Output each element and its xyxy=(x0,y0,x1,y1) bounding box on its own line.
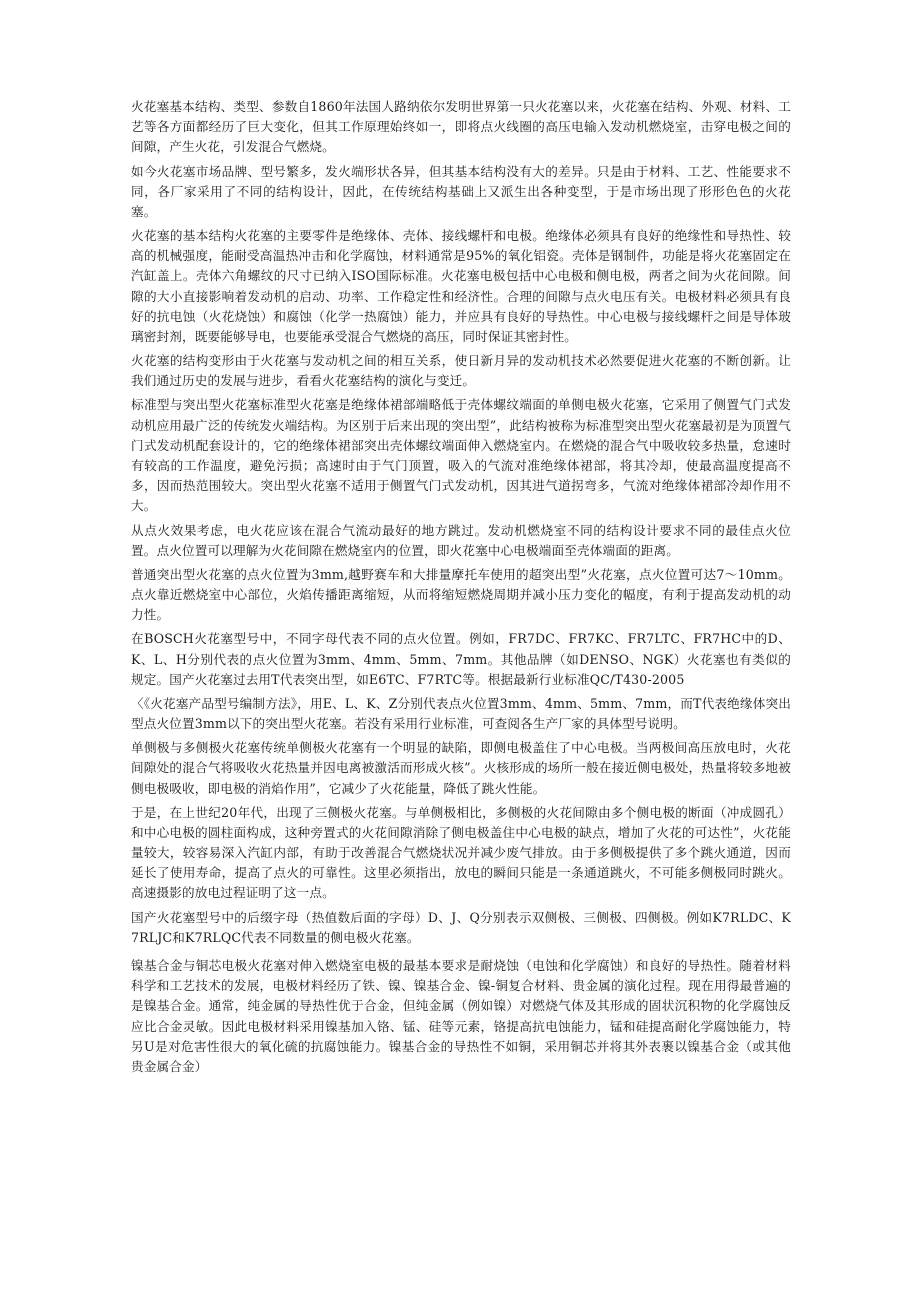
paragraph-suffix-letters: 国产火花塞型号中的后缀字母（热值数后面的字母）D、J、Q分别表示双侧极、三侧极、四侧极。例如K7RLDC、K7RLJC和K7RLQC代表不同数量的侧电极火花塞。 xyxy=(131,909,791,945)
document-body xyxy=(131,97,791,1081)
paragraph-single-multi-electrode: 单侧极与多侧极火花塞传统单侧极火花塞有一个明显的缺陷，即侧电极盖住了中心电极。当两极间高压放电时，火花间隙处的混合气将吸收火花热量并因电离被激活而形成火核”。火核形成的场所一般在接近侧电极处，热量将较多地被侧电极吸收，即电极的消焰作用”，它减少了火花能量，降低了跳火性能。 xyxy=(131,740,791,796)
paragraph-structure-variants: 火花塞的结构变形由于火花塞与发动机之间的相互关系，使日新月异的发动机技术必然要促进火花塞的不断创新。让我们通过历史的发展与进步，看看火花塞结构的演化与变迁。 xyxy=(131,353,791,389)
paragraph-bosch-models: 在BOSCH火花塞型号中，不同字母代表不同的点火位置。例如，FR7DC、FR7KC、FR7LTC、FR7HC中的D、K、L、H分别代表的点火位置为3mm、4mm、5mm、7mm。其他品牌（如DENSO、NGK）火花塞也有类似的规定。国产火花塞过去用T代表突出型，如E6TC、F7RTC等。根据最新行业标准QC/T430-2005 xyxy=(131,631,791,687)
paragraph-ignition-position: 普通突出型火花塞的点火位置为3mm,越野赛车和大排量摩托车使用的超突出型”火花塞，点火位置可达7～10mm。点火靠近燃烧室中心部位，火焰传播距离缩短，从而将缩短燃烧周期并减小压力变化的幅度，有利于提高发动机的动力性。 xyxy=(131,566,791,623)
paragraph-three-electrode: 于是，在上世纪20年代，出现了三侧极火花塞。与单侧极相比，多侧极的火花间隙由多个侧电极的断面（冲成圆孔）和中心电极的圆柱面构成，这种旁置式的火花间隙消除了侧电极盖住中心电极的缺点，增加了火花的可达性”，火花能量较大，较容易深入汽缸内部，有助于改善混合气燃烧状况并减少废气排放。由于多侧极提供了多个跳火通道，因而延长了使用寿命，提高了点火的可靠性。这里必须指出，放电的瞬间只能是一条通道跳火，不可能多侧极同时跳火。高速摄影的放电过程证明了这一点。 xyxy=(131,804,791,901)
paragraph-intro: 火花塞基本结构、类型、参数自1860年法国人路纳依尔发明世界第一只火花塞以来，火花塞在结构、外观、材料、工艺等各方面都经历了巨大变化，但其工作原理始终如一，即将点火线圈的高压电输入发动机燃烧室，击穿电极之间的间隙，产生火花，引发混合气燃烧。 xyxy=(131,99,791,155)
paragraph-basic-structure: 火花塞的基本结构火花塞的主要零件是绝缘体、壳体、接线螺杆和电极。绝缘体必须具有良好的绝缘性和导热性、较高的机械强度，能耐受高温热冲击和化学腐蚀，材料通常是95%的氧化铝瓷。壳体是钢制件，功能是将火花塞固定在汽缸盖上。壳体六角螺纹的尺寸已纳入ISO国际标准。火花塞电极包括中心电极和侧电极，两者之间为火花间隙。间隙的大小直接影响着发动机的启动、功率、工作稳定性和经济性。合理的间隙与点火电压有关。电极材料必须具有良好的抗电蚀（火花烧蚀）和腐蚀（化学一热腐蚀）能力，并应具有良好的导热性。中心电极与接线螺杆之间是导体玻璃密封剂，既要能够导电，也要能承受混合气燃烧的高压，同时保证其密封性。 xyxy=(131,228,791,345)
paragraph-nickel-copper: 镍基合金与铜芯电极火花塞对伸入燃烧室电极的最基本要求是耐烧蚀（电蚀和化学腐蚀）和良好的导热性。随着材料科学和工艺技术的发展，电极材料经历了铁、镍、镍基合金、镍-铜复合材料、贵金属的演化过程。现在用得最普遍的是镍基合金。通常，纯金属的导热性优于合金，但纯金属（例如镍）对燃烧气体及其形成的固状沉积物的化学腐蚀反应比合金灵敏。因此电极材料采用镍基加入铬、锰、硅等元素，铬提高抗电蚀能力，锰和硅提高耐化学腐蚀能力，特另U是对危害性很大的氧化硫的抗腐蚀能力。镍基合金的导热性不如铜，采用铜芯并将其外表裹以镍基合金（或其他贵金属合金） xyxy=(131,957,791,1074)
paragraph-industry-standard: 〈《火花塞产品型号编制方法》，用E、L、K、Z分别代表点火位置3mm、4mm、5mm、7mm，而T代表绝缘体突出型点火位置3mm以下的突出型火花塞。若没有采用行业标准，可查阅各生产厂家的具体型号说明。 xyxy=(131,695,791,732)
paragraph-standard-projected: 标准型与突出型火花塞标准型火花塞是绝缘体裙部端略低于壳体螺纹端面的单侧电极火花塞，它采用了侧置气门式发动机应用最广泛的传统发火端结构。为区别于后来出现的突出型”，此结构被称为标准型突出型火花塞最初是为顶置气门式发动机配套设计的，它的绝缘体裙部突出壳体螺纹端面伸入燃烧室内。在燃烧的混合气中吸收较多热量，怠速时有较高的工作温度，避免污损；高速时由于气门顶置，吸入的气流对准绝缘体裙部，将其冷却，使最高温度提高不多，因而热范围较大。突出型火花塞不适用于侧置气门式发动机，因其进气道拐弯多，气流对绝缘体裙部冷却作用不大。 xyxy=(131,397,791,514)
paragraph-market: 如今火花塞市场品牌、型号繁多，发火端形状各异，但其基本结构没有大的差异。只是由于材料、工艺、性能要求不同，各厂家采用了不同的结构设计，因此，在传统结构基础上又派生出各种变型，于是市场出现了形形色色的火花塞。 xyxy=(131,163,791,219)
paragraph-ignition-effect: 从点火效果考虑，电火花应该在混合气流动最好的地方跳过。发动机燃烧室不同的结构设计要求不同的最佳点火位置。点火位置可以理解为火花间隙在燃烧室内的位置，即火花塞中心电极端面至壳体端面的距离。 xyxy=(131,522,791,558)
